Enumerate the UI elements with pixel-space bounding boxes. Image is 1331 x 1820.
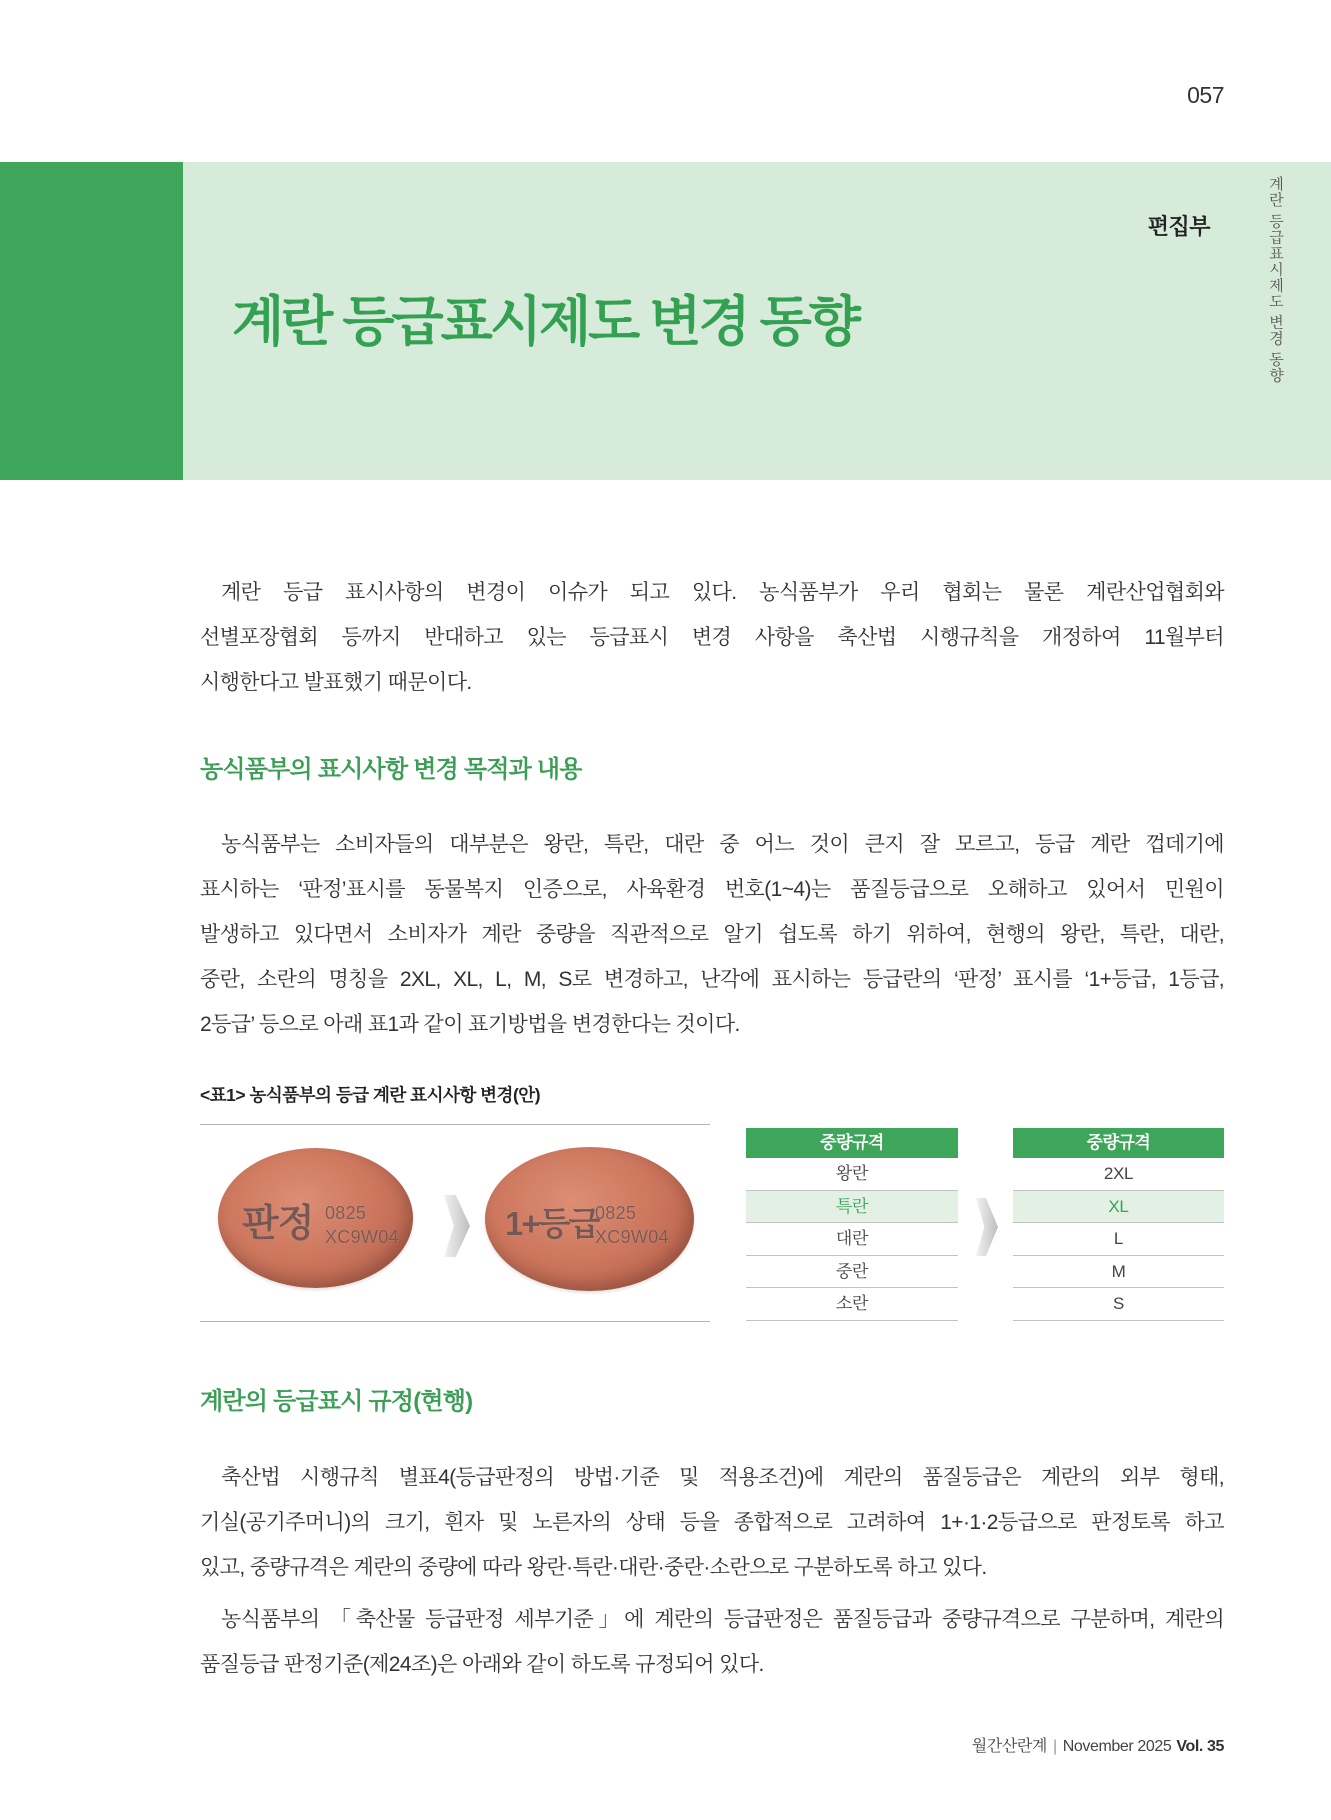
egg-after-code-id: XC9W04 (595, 1227, 669, 1247)
text-line: 계란 등급 표시사항의 변경이 이슈가 되고 있다. 농식품부가 우리 협회는 물론 계란산업협회와 (221, 581, 1224, 604)
text-line: 중란, 소란의 명칭을 2XL, XL, L, M, S로 변경하고, 난각에 표시하는 등급란의 ‘판정’ 표시를 ‘1+등급, 1등급, (200, 968, 1224, 991)
table-header: 중량규격 (1013, 1128, 1224, 1158)
figure-top-rule (200, 1124, 710, 1125)
footer-separator: | (1052, 1738, 1057, 1755)
table-row: 2XL (1013, 1158, 1224, 1191)
arrow-right-icon (444, 1195, 470, 1257)
footer-volume: Vol. 35 (1176, 1738, 1224, 1755)
page-number: 057 (1187, 82, 1224, 108)
text-line: 표시하는 ‘판정’표시를 동물복지 인증으로, 사육환경 번호(1~4)는 품질등급으로 오해하고 있어서 민원이 (200, 878, 1224, 901)
egg-after-mark: 1+등급 (505, 1205, 599, 1242)
section1-paragraph (200, 822, 1224, 1047)
table-row: S (1013, 1288, 1224, 1321)
text-line: 품질등급 판정기준(제24조)은 아래와 같이 하도록 규정되어 있다. (200, 1653, 764, 1676)
text-line: 2등급’ 등으로 아래 표1과 같이 표기방법을 변경한다는 것이다. (200, 1013, 740, 1036)
article-author: 편집부 (1147, 214, 1210, 239)
section2-paragraph-2 (200, 1597, 1224, 1687)
text-line: 농식품부는 소비자들의 대부분은 왕란, 특란, 대란 중 어느 것이 큰지 잘 모르고, 등급 계란 껍데기에 (221, 833, 1224, 856)
table-row-highlighted: XL (1013, 1191, 1224, 1224)
footer-magazine-name: 월간산란계 (971, 1738, 1047, 1755)
egg-after-code-date: 0825 (595, 1203, 637, 1223)
egg-before-mark: 판정 (242, 1203, 314, 1245)
side-running-title: 계란 등급표시제도 변경 동향 (1267, 176, 1284, 384)
article-title: 계란 등급표시제도 변경 동향 (232, 292, 858, 352)
weight-table-proposed (1013, 1128, 1224, 1321)
header-accent-block (0, 162, 183, 480)
footer-issue: November 2025 (1062, 1738, 1172, 1755)
egg-before-code-date: 0825 (325, 1203, 367, 1223)
text-line: 농식품부의 「축산물 등급판정 세부기준」에 계란의 등급판정은 품질등급과 중량규격으로 구분하며, 계란의 (221, 1608, 1224, 1631)
text-line: 기실(공기주머니)의 크기, 흰자 및 노른자의 상태 등을 종합적으로 고려하여 1+·1·2등급으로 판정토록 하고 (200, 1511, 1224, 1534)
text-line: 있고, 중량규격은 계란의 중량에 따라 왕란·특란·대란·중란·소란으로 구분하도록 하고 있다. (200, 1556, 987, 1579)
table-row: 대란 (746, 1223, 958, 1256)
figure-bottom-rule (200, 1321, 710, 1322)
section2-paragraph-1 (200, 1455, 1224, 1590)
table-row-highlighted: 특란 (746, 1191, 958, 1224)
text-line: 시행한다고 발표했기 때문이다. (200, 671, 472, 694)
egg-after-image (485, 1147, 694, 1291)
egg-before-code-id: XC9W04 (325, 1227, 399, 1247)
weight-table-current (746, 1128, 958, 1321)
table-header: 중량규격 (746, 1128, 958, 1158)
arrow-right-icon (976, 1198, 998, 1256)
footer (972, 1736, 1224, 1758)
text-line: 축산법 시행규칙 별표4(등급판정의 방법·기준 및 적용조건)에 계란의 품질등급은 계란의 외부 형태, (221, 1466, 1224, 1489)
table-row: 중란 (746, 1256, 958, 1289)
table-caption: <표1> 농식품부의 등급 계란 표시사항 변경(안) (200, 1085, 541, 1105)
text-line: 선별포장협회 등까지 반대하고 있는 등급표시 변경 사항을 축산법 시행규칙을 개정하여 11월부터 (200, 626, 1224, 649)
table-row: 왕란 (746, 1158, 958, 1191)
table-row: L (1013, 1223, 1224, 1256)
text-line: 발생하고 있다면서 소비자가 계란 중량을 직관적으로 알기 쉽도록 하기 위하여, 현행의 왕란, 특란, 대란, (200, 923, 1224, 946)
table-row: 소란 (746, 1288, 958, 1321)
section-heading-current-rules: 계란의 등급표시 규정(현행) (200, 1388, 473, 1415)
section-heading-purpose: 농식품부의 표시사항 변경 목적과 내용 (200, 756, 582, 783)
intro-paragraph (200, 570, 1224, 705)
table-row: M (1013, 1256, 1224, 1289)
egg-before-image (218, 1148, 413, 1288)
